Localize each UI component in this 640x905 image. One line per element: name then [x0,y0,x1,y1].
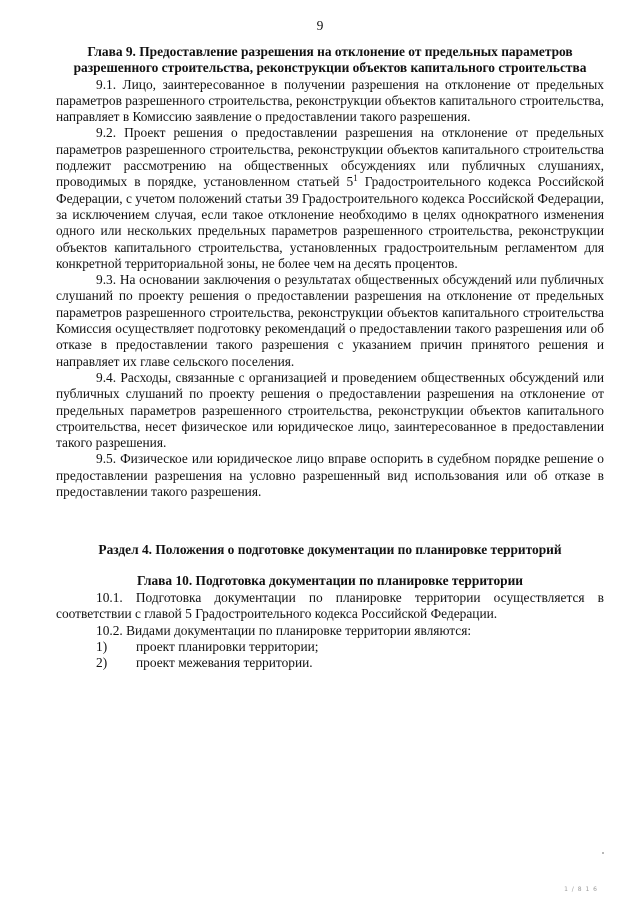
scan-speck [602,852,604,854]
list-item [56,655,604,671]
chapter-10-title: Глава 10. Подготовка документации по планировке территории [136,572,524,588]
paragraph-9-2-rest: Градостроительного кодекса Российской Федерации, с учетом положений статьи 39 Градостроительного кодекса Российской Федерации, за исключением случая, если такое отклонение необходимо в целях однократного изменения одного или нескольких предельных параметров разрешенного строительства, реконструкции объектов капитального строительства, установленных градостроительным регламентом для конкретной территориальной зоны, не более чем на десять процентов. [56,174,605,271]
page-number: 9 [316,18,324,33]
article-superscript: 1 [353,173,358,184]
paragraph-10-1: 10.1. Подготовка документации по планировке территории осуществляется в соответствии с главой 5 Градостроительного кодекса Российской Федерации. [56,589,604,622]
list-item [56,639,604,655]
paragraph-10-2: 10.2. Видами документации по планировке территории являются: [96,622,472,638]
paragraph-9-5: 9.5. Физическое или юридическое лицо вправе оспорить в судебном порядке решение о предоставлении разрешения на условно разрешенный вид использования или об отказе в предоставлении такого разрешения. [56,451,604,500]
list-item-marker: 1) [96,638,108,654]
footer-mark: 1 / 8 1 6 [564,886,598,893]
paragraph-9-4: 9.4. Расходы, связанные с организацией и проведением общественных обсуждений или публичных слушаний по проекту решения о предоставлении разрешения на отклонение от предельных параметров разрешенного строительства, реконструкции объектов капитального строительства, несет физическое или юридическое лицо, заинтересованное в предоставлении такого разрешения. [56,369,604,451]
chapter-9-title: Глава 9. Предоставление разрешения на отклонение от предельных параметров разрешенного строительства, реконструкции объектов капитального строительства [73,44,587,76]
list-item-text: проект планировки территории; [136,638,319,654]
document-body [56,44,604,671]
paragraph-9-2 [56,125,604,272]
list-item-text: проект межевания территории. [136,655,313,671]
paragraph-9-2-text: 9.2. Проект решения о предоставлении разрешения на отклонение от предельных параметров разрешенного строительства, реконструкции объектов капитального строительства подлежит рассмотрению на общественных обсуждениях или публичных слушаниях, проводимых в порядке, установленном статьей 5 [56,125,604,190]
list-item-marker: 2) [96,655,108,671]
section-4-title: Раздел 4. Положения о подготовке документации по планировке территорий [98,542,562,558]
paragraph-9-3: 9.3. На основании заключения о результатах общественных обсуждений или публичных слушаний по проекту решения о предоставлении разрешения на отклонение от предельных параметров разрешенного строительства, реконструкции объектов капитального строительства Комиссия осуществляет подготовку рекомендаций о предоставлении такого разрешения или об отказе в предоставлении такого разрешения с указанием причин принятого решения и направляет их главе сельского поселения. [56,272,604,369]
paragraph-9-1: 9.1. Лицо, заинтересованное в получении разрешения на отклонение от предельных параметров разрешенного строительства, реконструкции объектов капитального строительства, направляет в Комиссию заявление о предоставлении такого разрешения. [56,76,604,125]
